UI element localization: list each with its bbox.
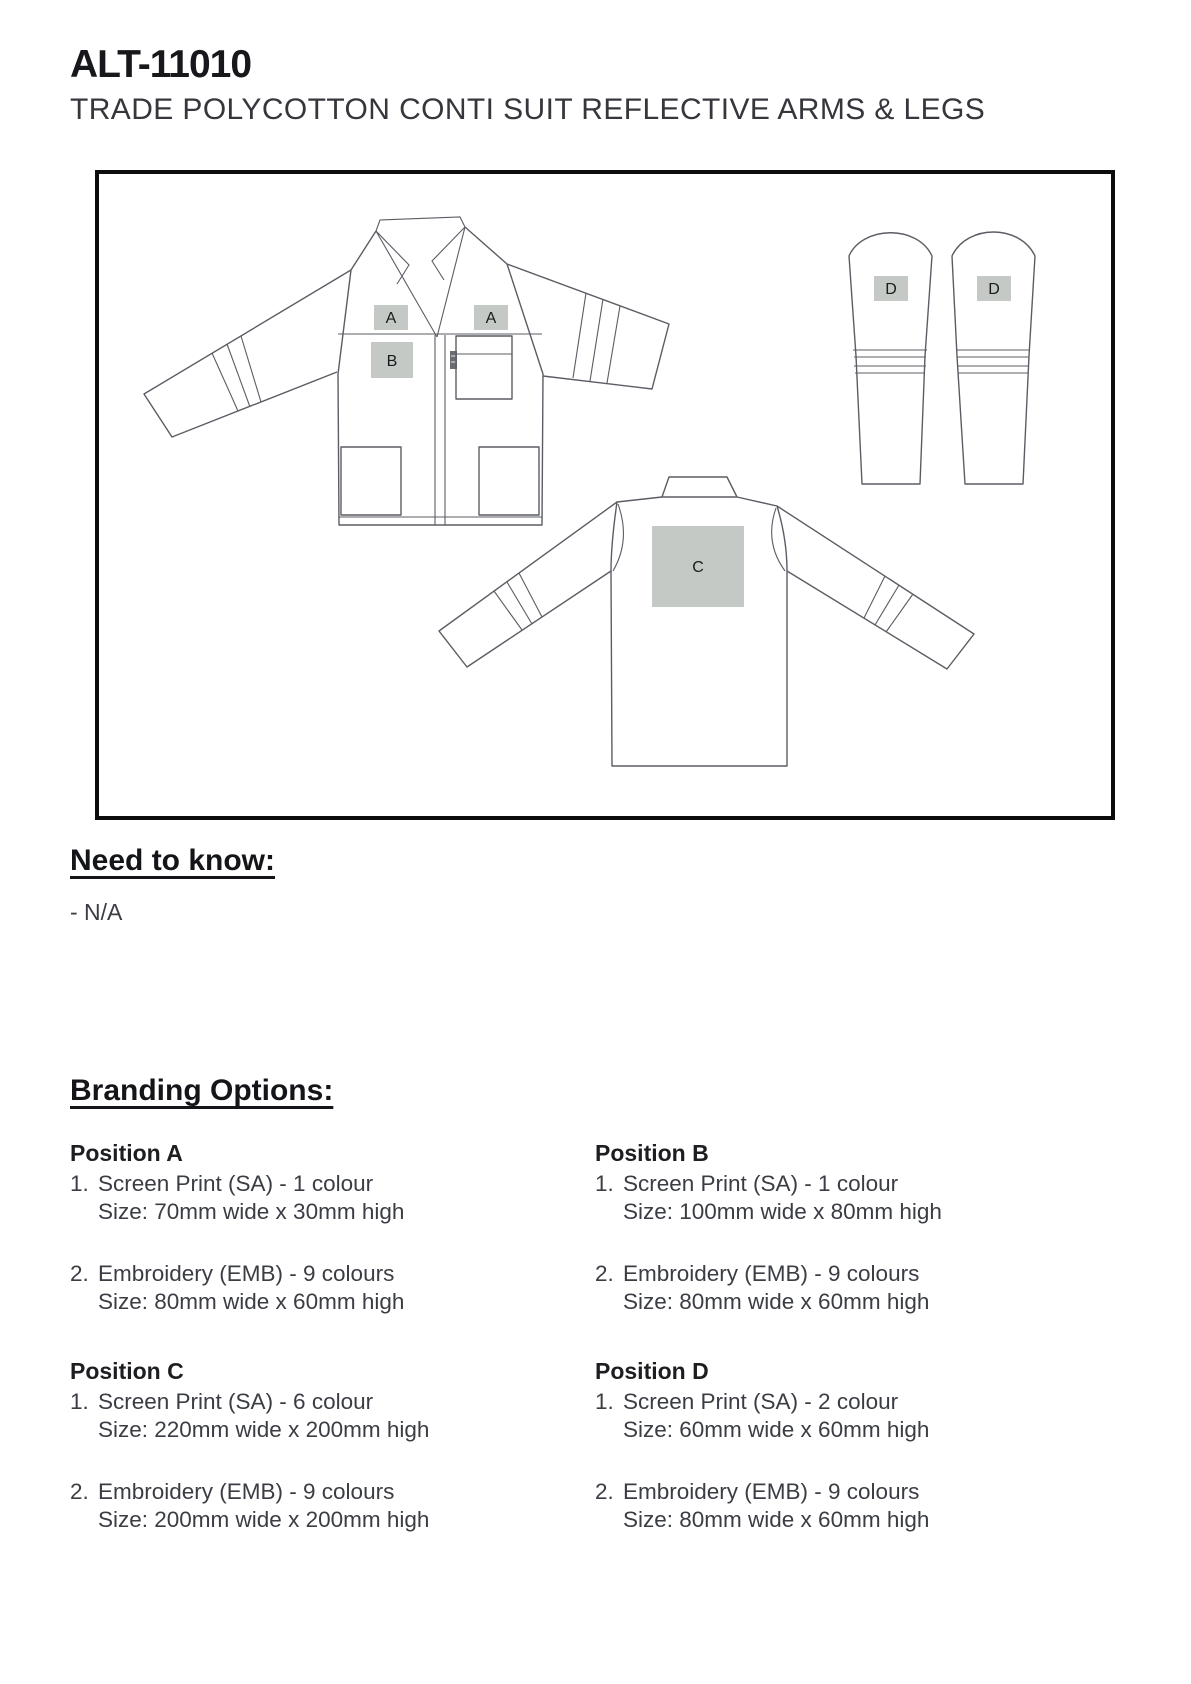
header [70,42,985,128]
option-number: 1. [595,1171,614,1196]
branding-options-heading: Branding Options: [70,1074,334,1107]
branding-position-c [70,1358,595,1534]
garment-technical-drawing [99,174,1111,816]
option-size: Size: 200mm wide x 200mm high [98,1507,430,1532]
position-b-option-2 [595,1260,1140,1316]
position-marker-b-label: B [386,353,398,370]
front-sleeve-right-reflective-stripes [573,293,620,383]
back-sleeve-right [777,506,974,669]
position-c-title: Position C [70,1358,184,1384]
trouser-leg-right-outline [952,232,1035,484]
option-description: Embroidery (EMB) - 9 colours [98,1261,395,1286]
trouser-leg-left-outline [849,233,932,484]
option-description: Embroidery (EMB) - 9 colours [98,1479,395,1504]
product-diagram-frame [95,170,1115,820]
branding-position-a [70,1140,595,1316]
jacket-back-view [439,477,974,766]
branding-positions-grid [70,1140,1140,1534]
option-description: Screen Print (SA) - 6 colour [98,1389,374,1414]
position-marker-c-label: C [692,559,704,576]
branding-position-d [595,1358,1140,1534]
jacket-front-lapel-right [432,227,465,337]
position-marker-d-left-label: D [885,281,897,298]
option-description: Screen Print (SA) - 2 colour [623,1389,899,1414]
option-size: Size: 60mm wide x 60mm high [623,1417,930,1442]
back-sleeve-left [439,502,617,667]
option-description: Embroidery (EMB) - 9 colours [623,1479,920,1504]
option-size: Size: 80mm wide x 60mm high [623,1289,930,1314]
trouser-legs-view [849,232,1035,484]
option-description: Screen Print (SA) - 1 colour [98,1171,374,1196]
option-size: Size: 80mm wide x 60mm high [623,1507,930,1532]
option-number: 1. [70,1389,89,1414]
position-b-option-1 [595,1170,1140,1226]
position-a-title: Position A [70,1140,183,1166]
position-marker-a-right-label: A [485,310,497,327]
option-description: Screen Print (SA) - 1 colour [623,1171,899,1196]
position-d-title: Position D [595,1358,709,1384]
branding-options-section [70,1074,1140,1534]
position-marker-a-left-label: A [385,310,397,327]
position-d-option-2 [595,1478,1140,1534]
front-sleeve-left-reflective-stripes [212,336,261,411]
jacket-front-view [144,217,669,525]
position-a-option-2 [70,1260,595,1316]
option-number: 1. [70,1171,89,1196]
jacket-front-zip [435,335,445,525]
option-number: 2. [70,1261,89,1286]
option-description: Embroidery (EMB) - 9 colours [623,1261,920,1286]
lower-pocket-right [479,447,539,515]
front-sleeve-right [507,264,669,389]
option-number: 1. [595,1389,614,1414]
option-size: Size: 80mm wide x 60mm high [98,1289,405,1314]
branding-position-b [595,1140,1140,1316]
option-size: Size: 70mm wide x 30mm high [98,1199,405,1224]
position-c-option-2 [70,1478,595,1534]
option-number: 2. [595,1261,614,1286]
option-size: Size: 100mm wide x 80mm high [623,1199,942,1224]
trouser-leg-right-reflective-stripes [956,350,1030,373]
chest-pocket [456,336,512,399]
option-number: 2. [595,1479,614,1504]
need-to-know-item: - N/A [70,899,123,925]
jacket-back-collar [662,477,737,497]
jacket-front-collar [376,217,465,231]
need-to-know-section [70,844,275,926]
page-subtitle: TRADE POLYCOTTON CONTI SUIT REFLECTIVE ARMS & LEGS [70,93,986,126]
option-number: 2. [70,1479,89,1504]
page-title: ALT-11010 [70,43,252,86]
position-marker-d-right-label: D [988,281,1000,298]
front-sleeve-left [144,270,351,437]
lower-pocket-left [341,447,401,515]
jacket-back-armhole-left [613,504,623,571]
jacket-back-armhole-right [772,508,785,571]
position-c-option-1 [70,1388,595,1444]
position-b-title: Position B [595,1140,709,1166]
trouser-leg-left-reflective-stripes [853,350,927,373]
back-sleeve-right-reflective-stripes [864,576,913,632]
position-d-option-1 [595,1388,1140,1444]
option-size: Size: 220mm wide x 200mm high [98,1417,430,1442]
need-to-know-heading: Need to know: [70,844,276,877]
position-a-option-1 [70,1170,595,1226]
